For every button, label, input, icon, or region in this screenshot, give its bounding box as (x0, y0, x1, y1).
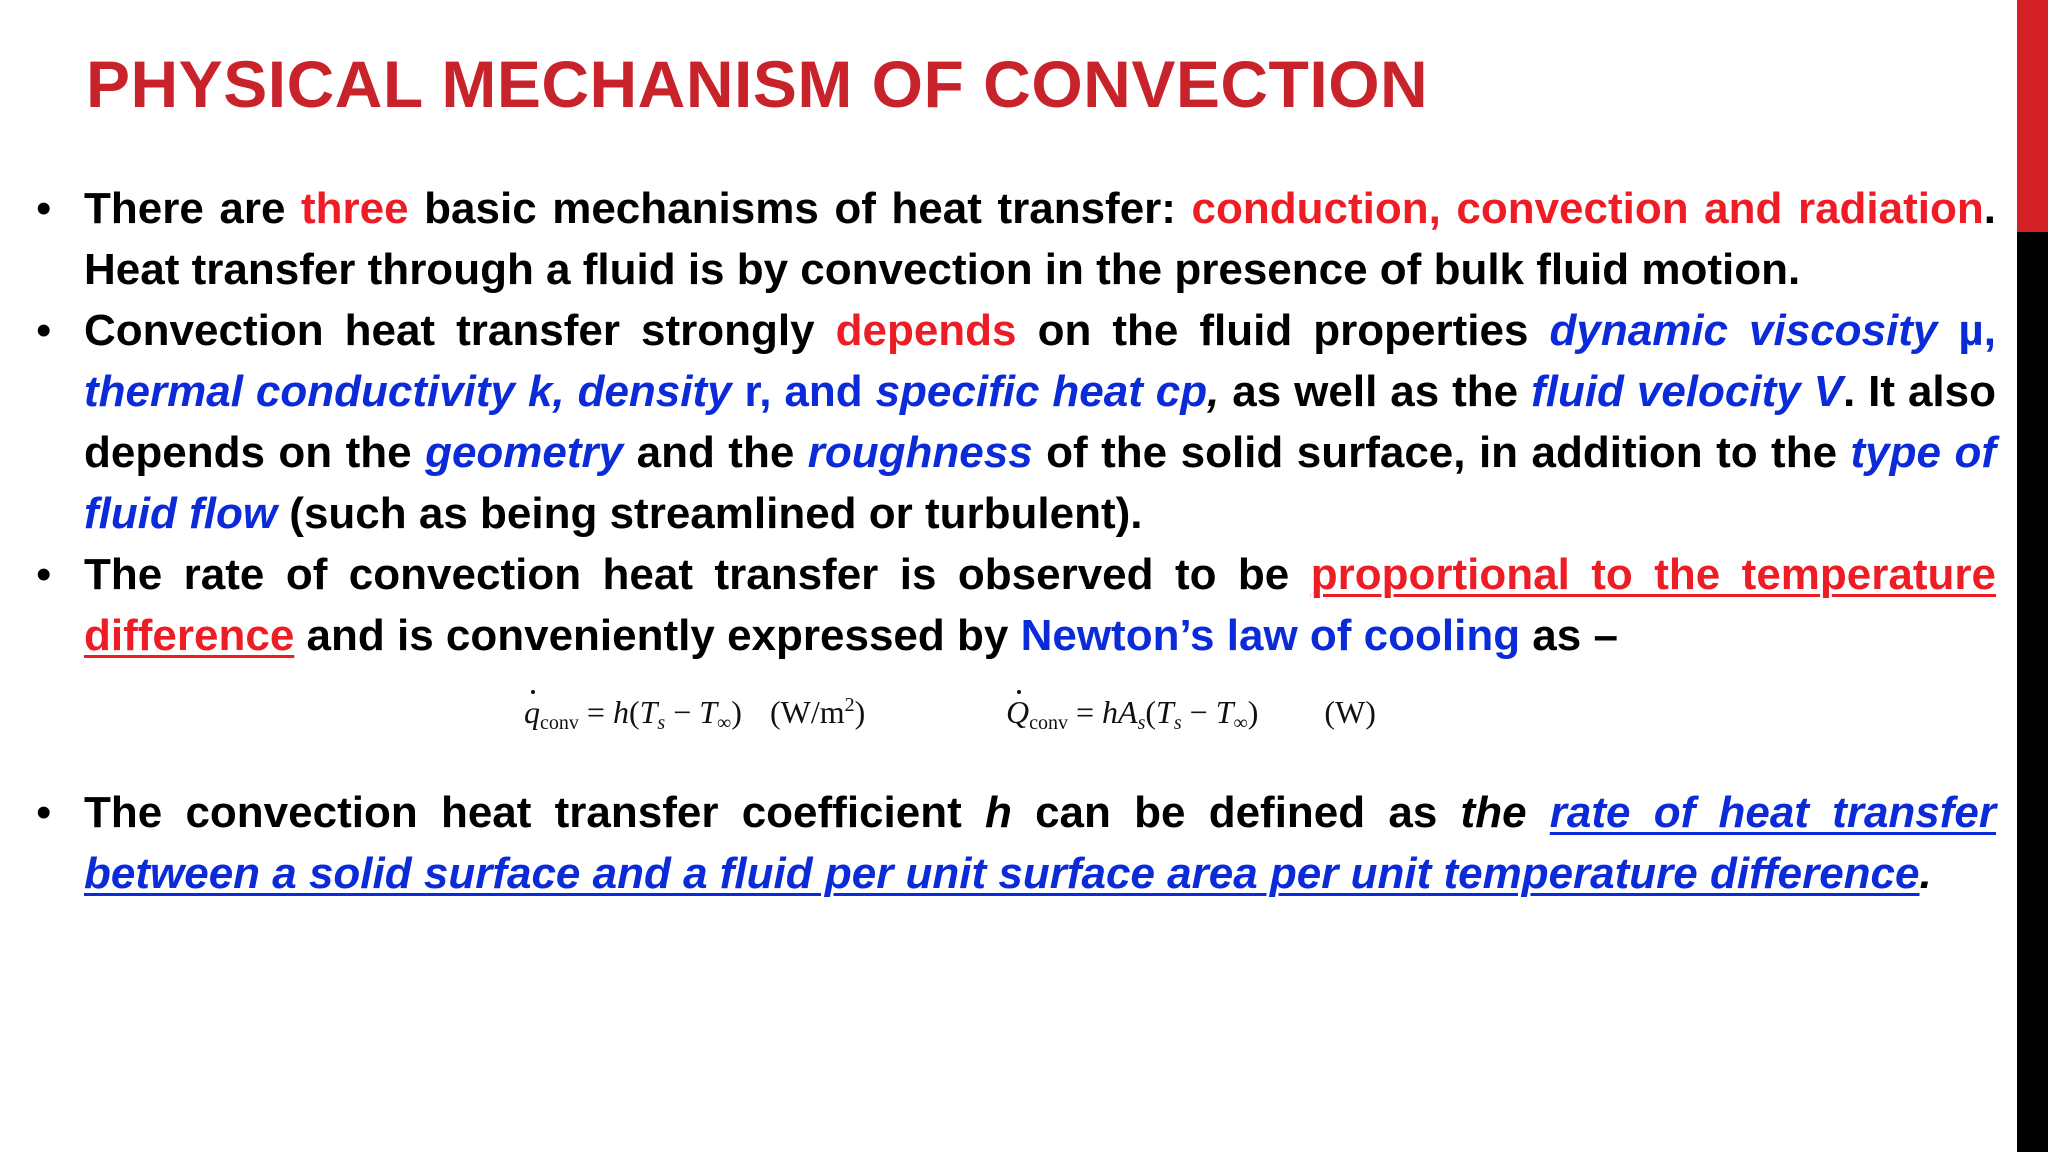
symbol-mu: µ, (1937, 306, 1997, 355)
text-segment: (such as being streamlined or turbulent). (277, 489, 1143, 538)
text-segment: . It also depends on the (84, 367, 1997, 477)
slide-title: PHYSICAL MECHANISM OF CONVECTION (86, 47, 1429, 121)
text-segment: the (1460, 788, 1527, 837)
text-segment: There are (84, 184, 301, 233)
highlight-proportional: proportional to the temperature difference (84, 550, 1996, 660)
text-segment: The rate of convection heat transfer is observed to be (84, 550, 1311, 599)
highlight-mechanisms-list: conduction, convection and radiation (1191, 184, 1984, 233)
bullet-item-mechanisms (0, 178, 1996, 300)
symbol-rho-and: r, and (731, 367, 876, 416)
definition-rate-of-heat-transfer: rate of heat transfer between a solid surface and a fluid per unit surface area per unit temperature difference (84, 788, 1997, 898)
term-type-of-fluid-flow: type of fluid flow (84, 428, 1996, 538)
text-segment: can be defined as (1011, 788, 1461, 837)
text-segment: . Heat transfer through a fluid is by convection in the presence of bulk fluid motion. (84, 184, 1996, 294)
term-geometry: geometry (425, 428, 624, 477)
accent-bar-red (2017, 0, 2048, 232)
equation-heat-flux: $q_{conv} = h(T_s - T_\infty)$ $(W/m^2)$ (524, 694, 866, 734)
term-dynamic-viscosity: dynamic viscosity (1549, 306, 1938, 355)
term-conductivity-density: thermal conductivity k, density (84, 367, 732, 416)
text-segment: and is conveniently expressed by (294, 611, 1021, 660)
text-segment: on the fluid properties (1016, 306, 1550, 355)
text-segment: basic mechanisms of heat transfer: (408, 184, 1192, 233)
bullet-dot-icon: • (36, 306, 52, 355)
accent-bar-black (2017, 232, 2048, 1152)
term-fluid-velocity: fluid velocity V (1531, 367, 1843, 416)
equations-row (0, 666, 1996, 782)
text-segment: and the (623, 428, 808, 477)
text-segment: Convection heat transfer strongly (84, 306, 836, 355)
text-segment: The convection heat transfer coefficient (84, 788, 985, 837)
text-segment: . (1919, 849, 1932, 898)
term-newtons-law: Newton’s law of cooling (1020, 611, 1521, 660)
text-segment: as well as the (1219, 367, 1532, 416)
unit-label: (W) (1324, 694, 1376, 730)
text-segment: as – (1520, 611, 1618, 660)
bullet-dot-icon: • (36, 184, 52, 233)
symbol-h: h (984, 788, 1012, 837)
bullet-list (0, 178, 1996, 904)
bullet-dot-icon: • (36, 550, 52, 599)
text-segment: of the solid surface, in addition to the (1032, 428, 1851, 477)
highlight-depends: depends (835, 306, 1017, 355)
text-segment (1527, 788, 1550, 837)
bullet-item-coefficient (0, 782, 1996, 904)
highlight-three: three (301, 184, 409, 233)
bullet-item-dependencies (0, 300, 1996, 544)
text-segment: , (1207, 367, 1220, 416)
bullet-item-rate (0, 544, 1996, 666)
unit-label: $(W/m^2)$ (769, 694, 866, 730)
equation-heat-rate: $Q_{conv} = hA_s(T_s - T_\infty)$ (W) (1006, 694, 1376, 734)
bullet-dot-icon: • (36, 788, 52, 837)
term-specific-heat: specific heat cp (875, 367, 1208, 416)
term-roughness: roughness (807, 428, 1033, 477)
